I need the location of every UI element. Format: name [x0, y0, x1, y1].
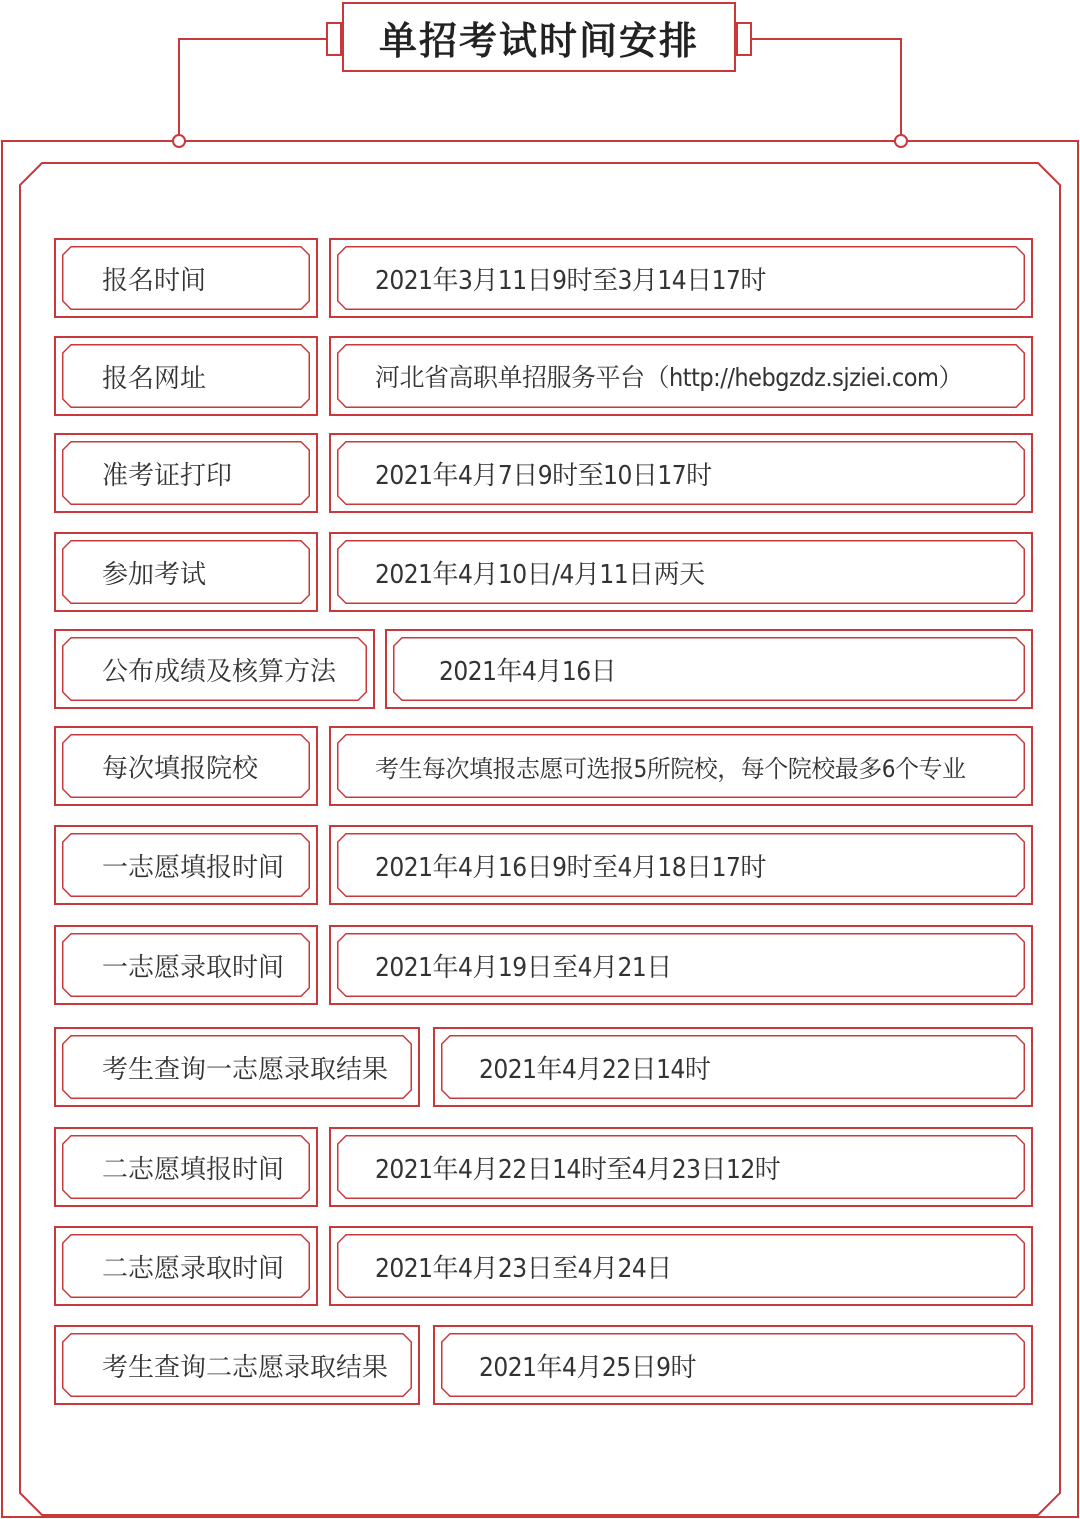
row-value: [329, 433, 1033, 513]
row-label-text: 公布成绩及核算方法: [102, 656, 337, 687]
row-label: [54, 825, 318, 905]
row-label-text: 考生查询一志愿录取结果: [102, 1054, 389, 1085]
row-label-text: 准考证打印: [102, 460, 233, 491]
row-value: [329, 825, 1033, 905]
row-value-text: 2021年3月11日9时至3月14日17时: [375, 265, 766, 296]
row-value: [385, 629, 1033, 709]
row-value: [433, 1325, 1033, 1405]
row-label: [54, 1325, 420, 1405]
title-tab-right: [736, 22, 752, 56]
row-value-text: 2021年4月19日至4月21日: [375, 952, 672, 983]
title-tab-left: [326, 22, 342, 56]
row-label: [54, 532, 318, 612]
row-label: [54, 336, 318, 416]
ring-right: [894, 134, 908, 148]
row-label-text: 参加考试: [102, 559, 207, 590]
row-label: [54, 726, 318, 806]
row-value-text: 2021年4月16日: [439, 656, 617, 687]
row-label-text: 考生查询二志愿录取结果: [102, 1352, 389, 1383]
row-value: [329, 1127, 1033, 1207]
row-value-text: 2021年4月23日至4月24日: [375, 1253, 672, 1284]
row-label-text: 一志愿填报时间: [102, 852, 285, 883]
connector-right: [752, 38, 902, 134]
row-label: [54, 433, 318, 513]
row-value-text: 2021年4月7日9时至10日17时: [375, 460, 712, 491]
row-label-text: 报名网址: [102, 363, 207, 394]
page-title: 单招考试时间安排: [342, 2, 736, 72]
row-value-text: 2021年4月16日9时至4月18日17时: [375, 852, 766, 883]
connector-left: [178, 38, 328, 134]
row-value-text: 2021年4月25日9时: [479, 1352, 697, 1383]
row-label: [54, 1027, 420, 1107]
row-label: [54, 1127, 318, 1207]
row-value-text: 河北省高职单招服务平台（http://hebgzdz.sjziei.com）: [375, 363, 963, 392]
row-label-text: 每次填报院校: [102, 753, 259, 784]
row-label: [54, 1226, 318, 1306]
row-value: [433, 1027, 1033, 1107]
row-label: [54, 629, 375, 709]
row-value: [329, 1226, 1033, 1306]
row-label-text: 报名时间: [102, 265, 207, 296]
row-value-text: 2021年4月10日/4月11日两天: [375, 559, 705, 590]
row-value-text: 2021年4月22日14时: [479, 1054, 711, 1085]
row-label: [54, 925, 318, 1005]
row-value: [329, 726, 1033, 806]
row-label-text: 一志愿录取时间: [102, 952, 285, 983]
row-label: [54, 238, 318, 318]
row-value: [329, 925, 1033, 1005]
row-value-text: 2021年4月22日14时至4月23日12时: [375, 1154, 781, 1185]
row-value: [329, 336, 1033, 416]
row-value: [329, 532, 1033, 612]
row-value: [329, 238, 1033, 318]
row-label-text: 二志愿填报时间: [102, 1154, 285, 1185]
row-label-text: 二志愿录取时间: [102, 1253, 285, 1284]
row-value-text: 考生每次填报志愿可选报5所院校，每个院校最多6个专业: [375, 754, 966, 783]
ring-left: [172, 134, 186, 148]
